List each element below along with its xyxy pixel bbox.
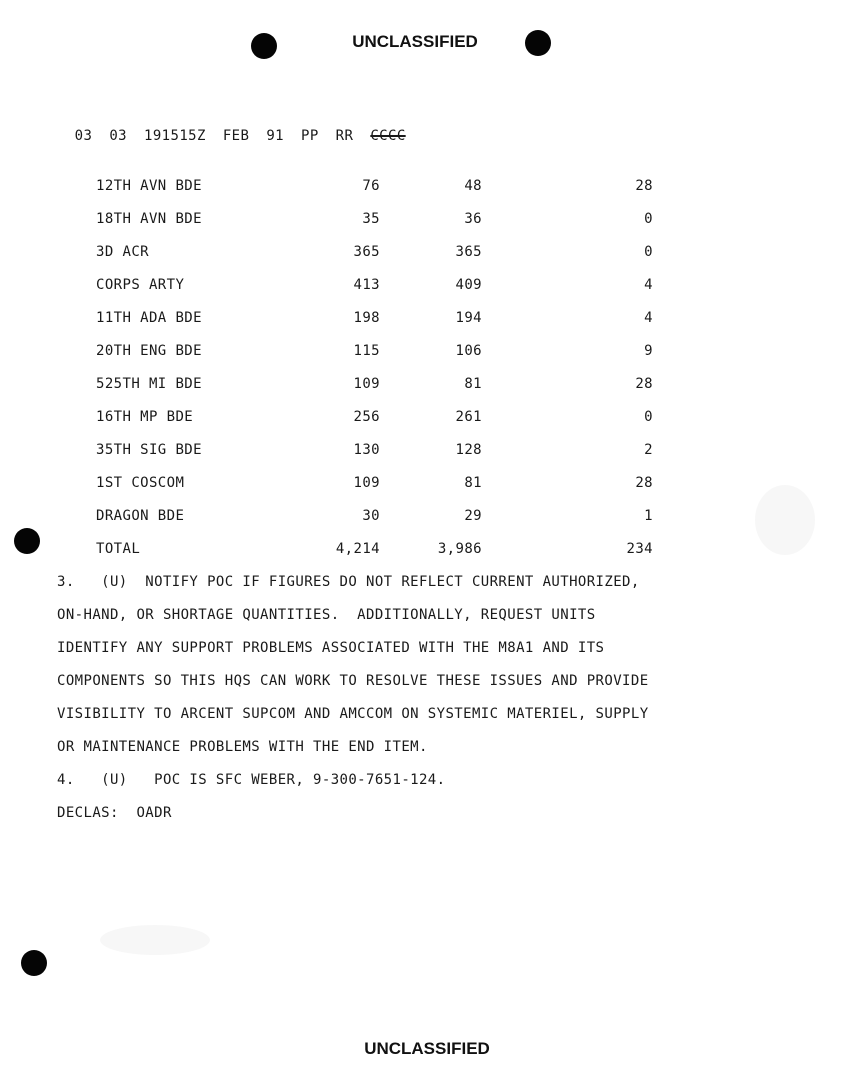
unit-name: 3D ACR (96, 244, 149, 260)
dtg-field: 191515Z (144, 128, 206, 144)
shortage-qty: 2 (644, 442, 653, 458)
authorized-qty: 115 (353, 343, 380, 359)
body-line: ON-HAND, OR SHORTAGE QUANTITIES. ADDITIONALLY, REQUEST UNITS (57, 607, 596, 623)
classification-footer: UNCLASSIFIED (364, 1039, 490, 1058)
on-hand-qty: 29 (464, 508, 482, 524)
classification-header: UNCLASSIFIED (352, 32, 478, 51)
body-line: 3. (U) NOTIFY POC IF FIGURES DO NOT REFLECT CURRENT AUTHORIZED, (57, 574, 640, 590)
authorized-qty: 35 (362, 211, 380, 227)
authorized-qty: 413 (353, 277, 380, 293)
unit-name: 11TH ADA BDE (96, 310, 202, 326)
authorized-qty: 109 (353, 376, 380, 392)
shortage-qty: 28 (635, 376, 653, 392)
body-line: IDENTIFY ANY SUPPORT PROBLEMS ASSOCIATED WITH THE M8A1 AND ITS (57, 640, 605, 656)
on-hand-qty: 3,986 (437, 541, 482, 557)
smudge (100, 925, 210, 955)
authorized-qty: 198 (353, 310, 380, 326)
unit-name: 35TH SIG BDE (96, 442, 202, 458)
on-hand-qty: 261 (455, 409, 482, 425)
shortage-qty: 234 (626, 541, 653, 557)
on-hand-qty: 409 (455, 277, 482, 293)
authorized-qty: 130 (353, 442, 380, 458)
shortage-qty: 9 (644, 343, 653, 359)
shortage-qty: 4 (644, 310, 653, 326)
body-line: 4. (U) POC IS SFC WEBER, 9-300-7651-124. (57, 772, 446, 788)
struck-routing-code: CCCC (370, 128, 406, 144)
shortage-qty: 28 (635, 475, 653, 491)
shortage-qty: 0 (644, 409, 653, 425)
unit-name: 525TH MI BDE (96, 376, 202, 392)
punch-hole-top-left (251, 33, 277, 59)
on-hand-qty: 194 (455, 310, 482, 326)
unit-name: 1ST COSCOM (96, 475, 185, 491)
dtg-field: FEB (222, 128, 250, 144)
on-hand-qty: 48 (464, 178, 482, 194)
dtg-field: PP (301, 128, 319, 144)
smudge (755, 485, 815, 555)
authorized-qty: 109 (353, 475, 380, 491)
unit-name: CORPS ARTY (96, 277, 185, 293)
dtg-field: 03 (109, 128, 128, 144)
authorized-qty: 365 (353, 244, 380, 260)
authorized-qty: 30 (362, 508, 380, 524)
shortage-qty: 1 (644, 508, 653, 524)
authorized-qty: 76 (362, 178, 380, 194)
unit-name: TOTAL (96, 541, 141, 557)
shortage-qty: 4 (644, 277, 653, 293)
message-header-line (57, 112, 406, 144)
body-line: OR MAINTENANCE PROBLEMS WITH THE END ITEM. (57, 739, 428, 755)
body-line: VISIBILITY TO ARCENT SUPCOM AND AMCCOM ON SYSTEMIC MATERIEL, SUPPLY (57, 706, 649, 722)
authorized-qty: 256 (353, 409, 380, 425)
unit-name: 12TH AVN BDE (96, 178, 202, 194)
dtg-field: 91 (266, 128, 284, 144)
on-hand-qty: 106 (455, 343, 482, 359)
on-hand-qty: 81 (464, 475, 482, 491)
unit-name: DRAGON BDE (96, 508, 185, 524)
on-hand-qty: 128 (455, 442, 482, 458)
punch-hole-top-right (525, 30, 551, 56)
on-hand-qty: 365 (455, 244, 482, 260)
unit-name: 16TH MP BDE (96, 409, 194, 425)
dtg-field: RR (335, 128, 354, 144)
on-hand-qty: 36 (464, 211, 482, 227)
shortage-qty: 28 (635, 178, 653, 194)
on-hand-qty: 81 (464, 376, 482, 392)
unit-name: 20TH ENG BDE (96, 343, 202, 359)
body-line: DECLAS: OADR (57, 805, 172, 821)
shortage-qty: 0 (644, 211, 653, 227)
dtg-field: 03 (74, 128, 93, 144)
punch-hole-middle-left (14, 528, 40, 554)
unit-name: 18TH AVN BDE (96, 211, 202, 227)
authorized-qty: 4,214 (335, 541, 380, 557)
shortage-qty: 0 (644, 244, 653, 260)
body-line: COMPONENTS SO THIS HQS CAN WORK TO RESOLVE THESE ISSUES AND PROVIDE (57, 673, 649, 689)
punch-hole-bottom-left (21, 950, 47, 976)
